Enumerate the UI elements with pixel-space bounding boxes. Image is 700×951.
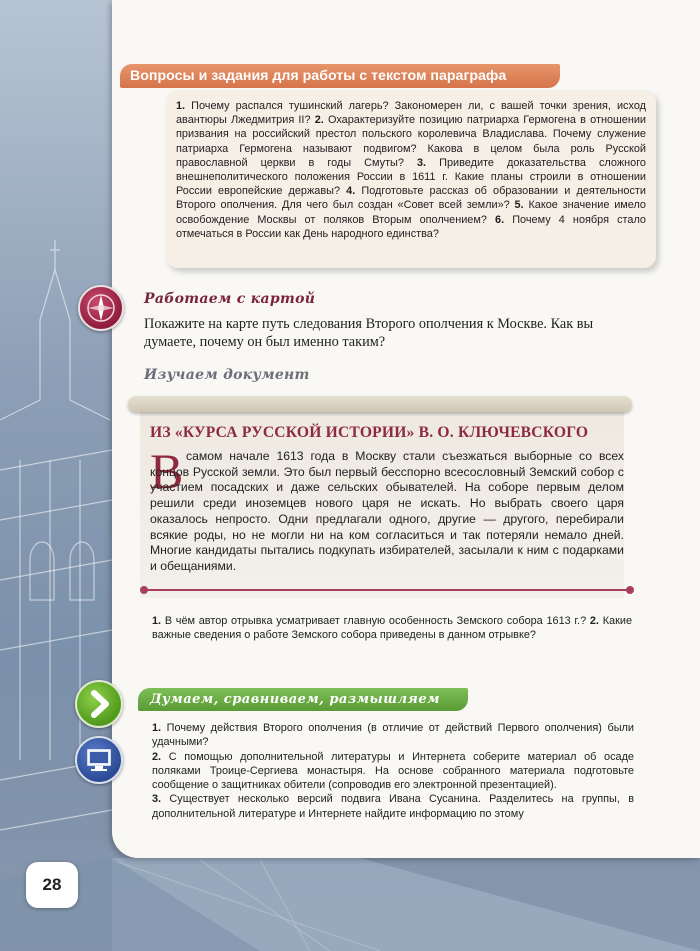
question-text: Почему действия Второго ополчения (в отличие от действий Первого ополчения) были удачными? xyxy=(152,722,634,749)
think-questions xyxy=(152,721,634,821)
document-questions xyxy=(152,614,632,643)
questions-text xyxy=(176,99,646,241)
question-number: 6. xyxy=(495,213,505,226)
question-text: Почему распался тушинский лагерь? Закономерен ли, с вашей точки зрения, исход авантюры Лжедмитрия II? xyxy=(176,100,646,127)
question-number: 1. xyxy=(152,722,162,734)
question-text: Приведите доказательства сложного внешнеполитического положения России в 1611 г. Какие планы строили в отношении России европейские державы? xyxy=(176,156,646,198)
question-number: 2. xyxy=(589,615,599,627)
list-item xyxy=(152,792,634,821)
document-heading: ИЗ «КУРСА РУССКОЙ ИСТОРИИ» В. О. КЛЮЧЕВСКОГО xyxy=(150,424,589,441)
question-text: Охарактеризуйте позицию патриарха Гермогена в отношении призвания на российский престол польского королевича Владислава. Почему служение патриарха Гермогена называют подвигом? Какова в целом была роль Русской православной церкви в годы Смуты? xyxy=(176,114,646,169)
page-number: 28 xyxy=(26,862,78,908)
question-number: 1. xyxy=(176,100,186,112)
compass-icon xyxy=(78,285,124,331)
question-number: 3. xyxy=(152,793,162,806)
question-text: С помощью дополнительной литературы и Интернета соберите материал об осаде поляками Троице-Сергиева монастыря. На основе собранного материала подготовьте сообщение о защитниках обители (сопроводив его электронной презентацией). xyxy=(152,750,634,792)
list-item xyxy=(152,750,634,793)
question-text: Существует несколько версий подвига Ивана Сусанина. Разделитесь на группы, в дополнительной литературе и Интернете найдите информацию по этому xyxy=(152,793,634,820)
computer-icon xyxy=(75,736,123,784)
question-number: 1. xyxy=(152,615,162,627)
question-number: 2. xyxy=(152,750,162,763)
drop-cap: В xyxy=(150,443,184,499)
question-text: Какие важные сведения о работе Земского собора приведены в данном отрывке? xyxy=(152,615,632,642)
map-task-text: Покажите на карте путь следования Второго ополчения к Москве. Как вы думаете, почему он был именно таким? xyxy=(144,316,594,350)
document-paragraph: самом начале 1613 года в Москву стали съезжаться выборные со всех концов Русской земли. Это был первый бесспорно всесословный Земский собор с участием посадских и даже сельских обывателей. На соборе первым делом решили среди иноземцев нового царя не искать. Но выбрать своего царя оказалось непросто. Одни предлагали одного, другие — другого, перебирали всякие роды, но не могли ни на ком согласиться и так потеряли немало дней. Многие кандидаты пытались подкупать избирателей, засылали к ним с подарками и обещаниями. xyxy=(150,449,624,573)
question-number: 2. xyxy=(314,114,324,127)
question-number: 4. xyxy=(346,185,356,198)
question-text: Почему 4 ноября стало отмечаться в России как День народного единства? xyxy=(176,213,646,240)
document-section-title: Изучаем документ xyxy=(144,367,310,383)
think-section-header: Думаем, сравниваем, размышляем xyxy=(138,688,468,711)
question-text: Какое значение имело освобождение Москвы от поляков Вторым ополчением? xyxy=(176,199,646,226)
question-text: В чём автор отрывка усматривает главную особенность Земского собора 1613 г.? xyxy=(161,615,590,627)
scroll-roll xyxy=(128,396,632,412)
questions-header: Вопросы и задания для работы с текстом параграфа xyxy=(120,64,560,88)
map-section-title: Работаем с картой xyxy=(144,291,316,307)
question-number: 3. xyxy=(417,156,427,169)
arrow-right-icon xyxy=(75,680,123,728)
question-number: 5. xyxy=(514,199,524,212)
question-text: Подготовьте рассказ об образовании и деятельности Второго ополчения. Для чего был создан «Совет всей земли»? xyxy=(176,185,646,212)
divider xyxy=(144,589,630,591)
list-item xyxy=(152,721,634,750)
document-text xyxy=(150,449,624,575)
